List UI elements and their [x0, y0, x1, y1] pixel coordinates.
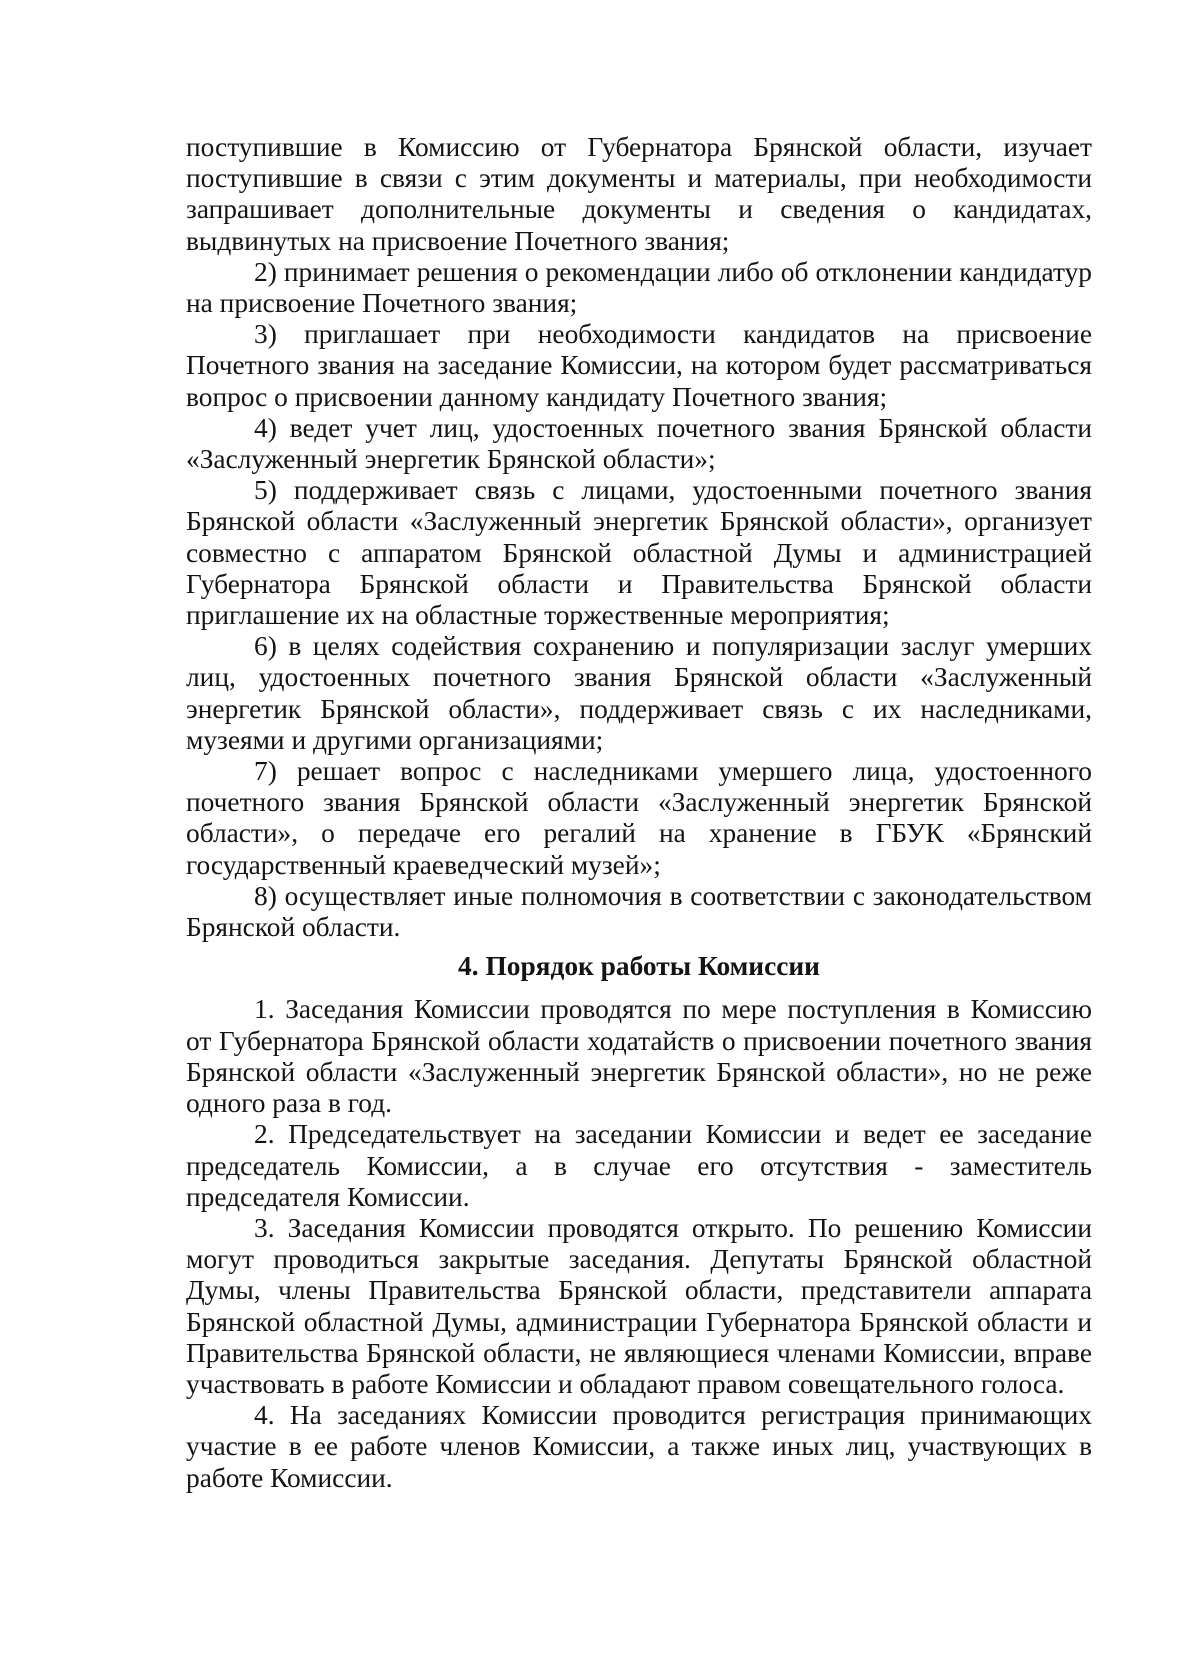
section-heading: 4. Порядок работы Комиссии: [458, 951, 820, 982]
list-item-5: 5) поддерживает связь с лицами, удостоенными почетного звания Брянской области «Заслуженный энергетик Брянской области», организует совместно с аппаратом Брянской областной Думы и администрацией Губернатора Брянской области и Правительства Брянской области приглашение их на областные торжественные мероприятия;: [186, 475, 1092, 631]
list-item-3: 3) приглашает при необходимости кандидатов на присвоение Почетного звания на заседание Комиссии, на котором будет рассматриваться вопрос о присвоении данному кандидату Почетного звания;: [186, 319, 1092, 412]
list-item-7: 7) решает вопрос с наследниками умершего лица, удостоенного почетного звания Брянской области «Заслуженный энергетик Брянской области», о передаче его регалий на хранение в ГБУК «Брянский государственный краеведческий музей»;: [186, 756, 1092, 880]
procedure-paragraph-2: 2. Председательствует на заседании Комиссии и ведет ее заседание председатель Комиссии, а в случае его отсутствия - заместитель председателя Комиссии.: [186, 1119, 1092, 1212]
list-item-6: 6) в целях содействия сохранению и популяризации заслуг умерших лиц, удостоенных почетного звания Брянской области «Заслуженный энергетик Брянской области», поддерживает связь с их наследниками, музеями и другими организациями;: [186, 631, 1092, 755]
paragraph-continuation: поступившие в Комиссию от Губернатора Брянской области, изучает поступившие в связи с этим документы и материалы, при необходимости запрашивает дополнительные документы и сведения о кандидатах, выдвинутых на присвоение Почетного звания;: [186, 132, 1092, 256]
procedure-paragraph-3: 3. Заседания Комиссии проводятся открыто. По решению Комиссии могут проводиться закрытые заседания. Депутаты Брянской областной Думы, члены Правительства Брянской области, представители аппарата Брянской областной Думы, администрации Губернатора Брянской области и Правительства Брянской области, не являющиеся членами Комиссии, вправе участвовать в работе Комиссии и обладают правом совещательного голоса.: [186, 1212, 1092, 1399]
list-item-2: 2) принимает решения о рекомендации либо об отклонении кандидатур на присвоение Почетного звания;: [186, 256, 1092, 319]
list-item-8: 8) осуществляет иные полномочия в соответствии с законодательством Брянской области.: [186, 880, 1092, 943]
list-item-4: 4) ведет учет лиц, удостоенных почетного звания Брянской области «Заслуженный энергетик Брянской области»;: [186, 412, 1092, 475]
procedure-paragraph-4: 4. На заседаниях Комиссии проводится регистрация принимающих участие в ее работе членов Комиссии, а также иных лиц, участвующих в работе Комиссии.: [186, 1400, 1092, 1493]
document-body: [186, 132, 1092, 1494]
procedure-paragraph-1: 1. Заседания Комиссии проводятся по мере поступления в Комиссию от Губернатора Брянской области ходатайств о присвоении почетного звания Брянской области «Заслуженный энергетик Брянской области», но не реже одного раза в год.: [186, 994, 1092, 1119]
